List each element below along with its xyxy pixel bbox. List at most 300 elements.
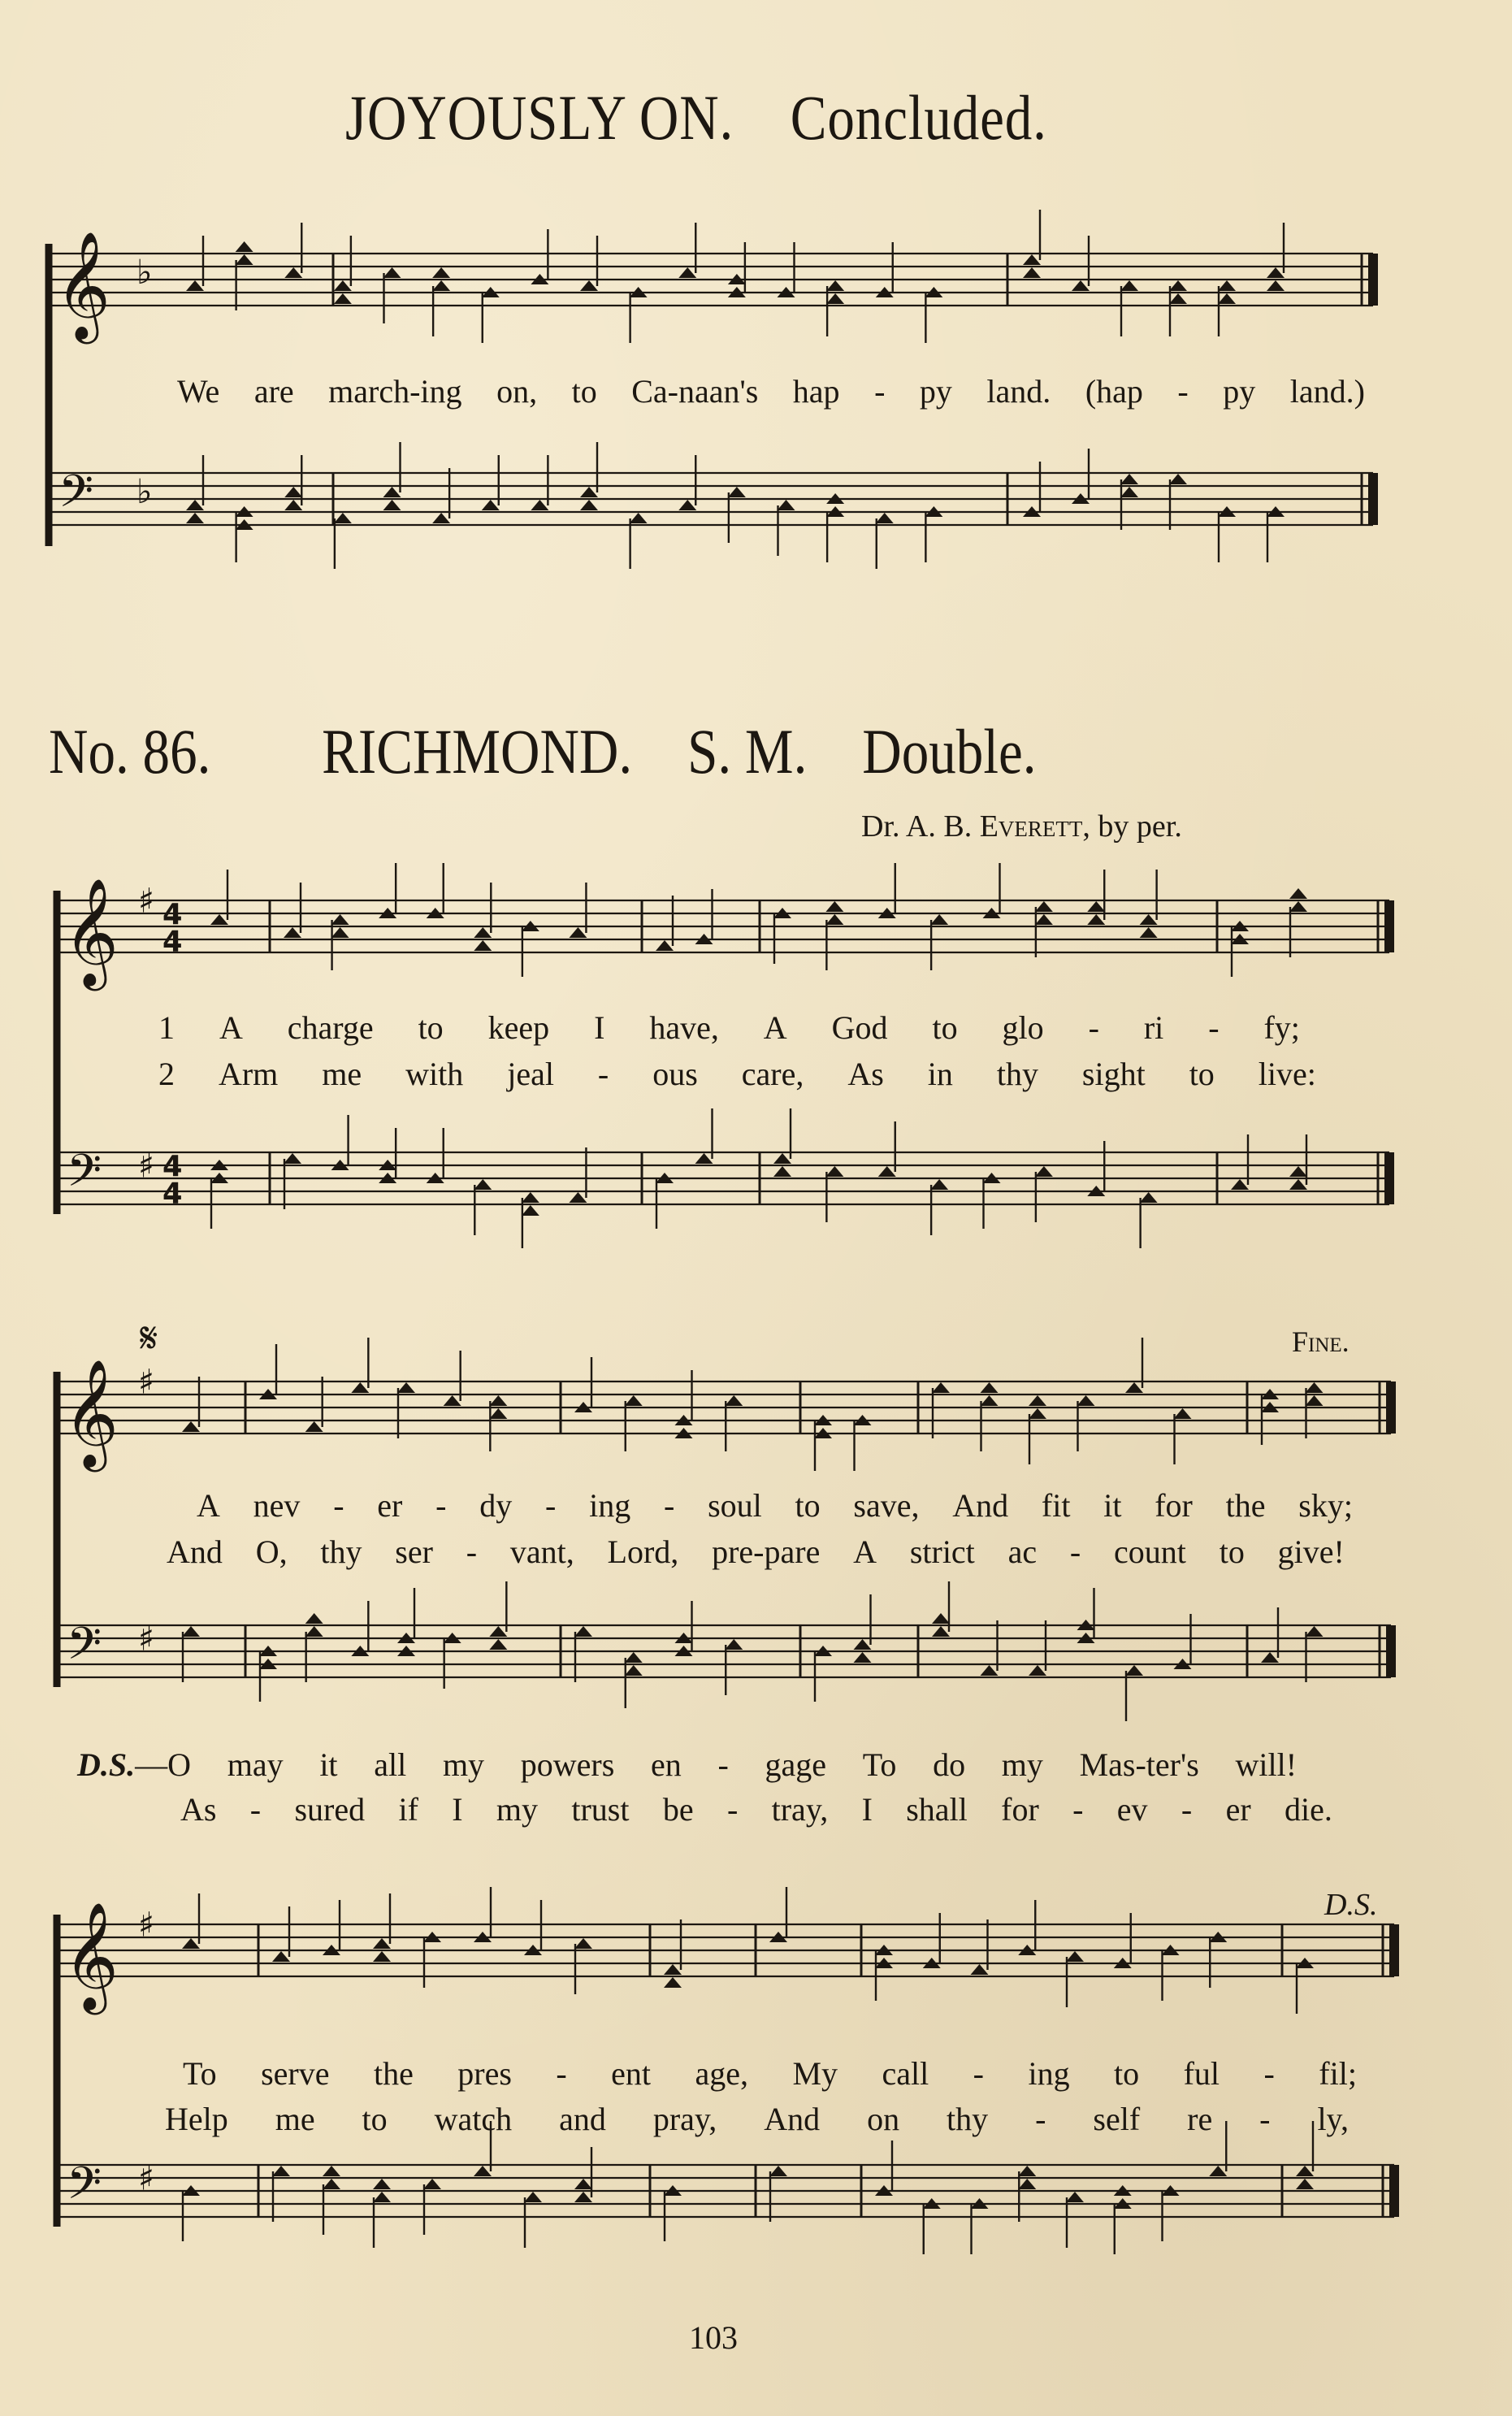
shape-note-head	[1029, 1408, 1046, 1419]
lyric-syllable: To	[862, 1746, 897, 1783]
shape-note-head	[825, 1166, 843, 1177]
shape-note-head	[930, 914, 948, 925]
lyric-syllable: to	[1189, 1056, 1215, 1092]
sharp-key-icon: ♯	[138, 1904, 155, 1945]
lyric-syllable: to	[1219, 1533, 1245, 1570]
lyric-syllable: ent	[611, 2055, 652, 2092]
sharp-key-icon: ♯	[138, 880, 155, 921]
shape-note-head	[373, 2192, 391, 2202]
lyric-syllable: call	[882, 2055, 929, 2092]
treble-clef-icon: 𝄞	[63, 1902, 119, 2010]
shape-note-head	[1140, 1192, 1158, 1203]
shape-note-head	[1169, 293, 1187, 304]
lyric-syllable: A	[853, 1533, 877, 1570]
lyric-syllable: ing	[589, 1487, 631, 1524]
shape-note-head	[1231, 1179, 1249, 1190]
lyric-syllable: do	[933, 1746, 966, 1783]
bass-clef-icon: 𝄢	[67, 1617, 102, 1681]
shape-note-head	[444, 1395, 461, 1406]
lyric-syllable: (hap	[1085, 373, 1143, 410]
sharp-key-icon: ♯	[138, 2158, 155, 2198]
lyric-syllable: powers	[520, 1746, 615, 1783]
shape-note-head	[574, 2179, 592, 2189]
lyric-syllable: gage	[765, 1746, 827, 1783]
shape-note-head	[878, 1166, 896, 1177]
shape-note-head	[664, 1977, 682, 1988]
lyric-syllable: to	[418, 1009, 444, 1046]
shape-note-head	[323, 2166, 340, 2176]
shape-note-head	[854, 1652, 872, 1663]
sharp-key-icon: ♯	[138, 1618, 155, 1659]
lyric-syllable: Mas-ter's	[1079, 1746, 1199, 1783]
shape-note-head	[981, 1665, 999, 1676]
lyric-syllable: ful	[1183, 2055, 1220, 2092]
lyric-syllable: me	[322, 1056, 362, 1092]
lyric-syllable: soul	[708, 1487, 762, 1524]
lyric-syllable: To	[183, 2055, 217, 2092]
lyric-syllable: -	[333, 1487, 344, 1524]
shape-note-head	[695, 1153, 713, 1164]
lyric-syllable: py	[919, 373, 952, 410]
shape-note-head	[1289, 901, 1307, 912]
shape-note-head	[1306, 1382, 1324, 1393]
lyric-syllable: and	[559, 2101, 606, 2137]
shape-note-head	[182, 1421, 200, 1432]
lyric-syllable: A	[219, 1009, 243, 1046]
shape-note-head	[625, 1395, 643, 1406]
lyric-syllable: -	[973, 2055, 984, 2092]
shape-note-head	[334, 280, 352, 291]
lyric-syllable: may	[227, 1746, 284, 1783]
lyric-syllable: fil;	[1319, 2055, 1357, 2092]
lyric-syllable: with	[405, 1056, 464, 1092]
shape-note-head	[678, 500, 696, 510]
lyric-syllable: sky;	[1298, 1487, 1353, 1524]
shape-note-head	[305, 1626, 323, 1637]
lyric-syllable: dy	[479, 1487, 513, 1524]
lyrics-s3-v1	[183, 2055, 1357, 2092]
shape-note-head	[272, 1951, 290, 1962]
lyric-syllable: Lord,	[607, 1533, 679, 1570]
shape-note-head	[186, 500, 204, 510]
lyric-syllable: glo	[1002, 1009, 1044, 1046]
lyrics-s2-v1	[197, 1487, 1353, 1524]
shape-note-head	[630, 513, 648, 523]
lyric-syllable: O,	[255, 1533, 288, 1570]
lyric-syllable: age,	[695, 2055, 748, 2092]
shape-note-head	[825, 914, 843, 925]
shape-note-head	[323, 2179, 340, 2189]
shape-note-head	[489, 1626, 507, 1637]
lyric-syllable: in	[927, 1056, 953, 1092]
lyric-syllable: I	[452, 1791, 463, 1828]
lyric-syllable: serve	[261, 2055, 330, 2092]
lyric-syllable: -	[1088, 1009, 1099, 1046]
lyric-syllable: A	[197, 1487, 220, 1524]
shape-note-head	[474, 940, 492, 951]
ds-row-1	[135, 1746, 1298, 1783]
shape-note-head	[210, 914, 228, 925]
lyric-syllable: re	[1187, 2101, 1213, 2137]
lyric-syllable: Arm	[218, 1056, 279, 1092]
shape-note-head	[1261, 1652, 1279, 1663]
shape-note-head	[1267, 267, 1285, 278]
composer-name: Everett	[979, 809, 1083, 844]
lyric-syllable: care,	[741, 1056, 804, 1092]
lyric-syllable: vant,	[509, 1533, 574, 1570]
shape-note-head	[351, 1382, 369, 1393]
shape-note-head	[569, 927, 587, 938]
lyric-syllable: on,	[496, 373, 538, 410]
lyric-syllable: sight	[1081, 1056, 1146, 1092]
lyric-syllable: watch	[434, 2101, 513, 2137]
ds-label: D.S.	[77, 1746, 136, 1783]
lyric-syllable: land.	[986, 373, 1051, 410]
bass-clef-icon: 𝄢	[58, 465, 94, 528]
shape-note-head	[1289, 888, 1307, 899]
shape-note-head	[284, 500, 302, 510]
shape-note-head	[331, 914, 349, 925]
lyric-syllable: pres	[457, 2055, 512, 2092]
shape-note-head	[284, 487, 302, 497]
shape-note-head	[474, 927, 492, 938]
lyric-syllable: -	[874, 373, 886, 410]
shape-note-head	[1072, 280, 1090, 291]
shape-note-head	[482, 500, 500, 510]
lyric-syllable: God	[831, 1009, 888, 1046]
shape-note-head	[1296, 2166, 1314, 2176]
lyric-syllable: er	[1225, 1791, 1251, 1828]
shape-note-head	[664, 1964, 682, 1975]
lyric-syllable: live:	[1258, 1056, 1316, 1092]
lyric-syllable: self	[1093, 2101, 1141, 2137]
shape-note-head	[574, 1938, 592, 1949]
shape-note-head	[569, 1192, 587, 1203]
shape-note-head	[305, 1613, 323, 1624]
lyric-syllable: are	[253, 373, 294, 410]
shape-note-head	[728, 487, 746, 497]
shape-note-head	[1296, 2179, 1314, 2189]
segno-sign: 𝄋	[140, 1316, 158, 1362]
lyric-syllable: -	[663, 1487, 675, 1524]
shape-note-head	[981, 1395, 999, 1406]
shape-note-head	[186, 280, 204, 291]
shape-note-head	[932, 1382, 950, 1393]
shape-note-head	[284, 1153, 301, 1164]
lyric-syllable: thy	[996, 1056, 1038, 1092]
shape-note-head	[1174, 1408, 1192, 1419]
lyric-syllable: -	[1069, 1533, 1081, 1570]
shape-note-head	[1140, 914, 1158, 925]
shape-note-head	[778, 500, 795, 510]
title-joyously-on: JOYOUSLY ON.	[345, 82, 734, 153]
sharp-key-icon: ♯	[138, 1361, 155, 1402]
lyric-syllable: 2	[158, 1056, 175, 1092]
lyric-syllable: jeal	[507, 1056, 554, 1092]
flat-key-icon: ♭	[136, 251, 153, 292]
bass-clef-icon: 𝄢	[67, 2157, 102, 2220]
shape-note-head	[284, 927, 301, 938]
lyric-syllable: ri	[1143, 1009, 1164, 1046]
lyric-syllable: for	[1155, 1487, 1193, 1524]
shape-note-head	[284, 267, 302, 278]
lyric-syllable: the	[1225, 1487, 1266, 1524]
shape-note-head	[1169, 280, 1187, 291]
lyric-syllable: fy;	[1263, 1009, 1300, 1046]
lyric-syllable: trust	[571, 1791, 630, 1828]
shape-note-head	[272, 2166, 290, 2176]
shape-note-head	[1120, 474, 1138, 484]
lyric-syllable: me	[275, 2101, 315, 2137]
lyric-syllable: -	[1177, 373, 1189, 410]
lyric-syllable: thy	[947, 2101, 989, 2137]
time-signature-digit: 4	[162, 897, 183, 931]
time-signature-digit: 4	[162, 925, 183, 959]
shape-note-head	[876, 513, 894, 523]
lyric-syllable: -	[597, 1056, 609, 1092]
lyric-syllable: to	[571, 373, 597, 410]
shape-note-head	[474, 2166, 492, 2176]
lyric-syllable: ly,	[1317, 2101, 1349, 2137]
shape-note-head	[1018, 2166, 1036, 2176]
title-concluded: Concluded.	[790, 82, 1047, 153]
shape-note-head	[1289, 1166, 1307, 1177]
shape-note-head	[432, 513, 450, 523]
shape-note-head	[1120, 280, 1138, 291]
lyric-syllable: As	[180, 1791, 217, 1828]
shape-note-head	[656, 940, 674, 951]
shape-note-head	[971, 1964, 989, 1975]
lyric-syllable: hap	[792, 373, 840, 410]
lyric-syllable: A	[763, 1009, 787, 1046]
shape-note-head	[932, 1626, 950, 1637]
shape-note-head	[1029, 1665, 1046, 1676]
lyric-syllable: the	[373, 2055, 414, 2092]
fine-mark: Fine.	[1292, 1325, 1350, 1358]
lyric-syllable: -	[249, 1791, 262, 1828]
shape-note-head	[769, 2166, 787, 2176]
hymn-number: No. 86.	[49, 716, 211, 787]
shape-note-head	[1169, 474, 1187, 484]
shape-note-head	[1120, 487, 1138, 497]
lyric-syllable: -	[1259, 2101, 1271, 2137]
lyric-syllable: tray,	[771, 1791, 829, 1828]
lyric-syllable: nev	[253, 1487, 301, 1524]
shape-note-head	[1289, 1179, 1307, 1190]
ds-mark: D.S.	[1324, 1888, 1378, 1922]
shape-note-head	[1029, 1395, 1046, 1406]
shape-note-head	[1218, 280, 1236, 291]
lyric-syllable: to	[362, 2101, 388, 2137]
lyric-syllable: And	[952, 1487, 1009, 1524]
lyric-syllable: -	[717, 1746, 729, 1783]
lyrics-s1-v2	[158, 1058, 1316, 1091]
lyric-syllable: strict	[909, 1533, 975, 1570]
lyric-syllable: my	[1001, 1746, 1043, 1783]
shape-note-head	[334, 513, 352, 523]
lyric-syllable: all	[374, 1746, 407, 1783]
shape-note-head	[432, 267, 450, 278]
lyric-syllable: fit	[1041, 1487, 1071, 1524]
shape-note-head	[1018, 2179, 1036, 2189]
lyric-syllable: land.)	[1289, 373, 1365, 410]
shape-note-head	[678, 267, 696, 278]
lyric-syllable: Ca-naan's	[631, 373, 759, 410]
shape-note-head	[1125, 1665, 1143, 1676]
hymn-title: RICHMOND.	[322, 716, 633, 787]
shape-note-head	[383, 487, 401, 497]
lyrics-joyously	[177, 375, 1365, 408]
lyric-syllable: pray,	[652, 2101, 717, 2137]
shape-note-head	[1023, 254, 1041, 265]
time-signature-digit: 4	[162, 1149, 183, 1183]
shape-note-head	[1066, 1951, 1084, 1962]
shape-note-head	[1267, 280, 1285, 291]
lyric-syllable: my	[496, 1791, 539, 1828]
lyric-syllable: And	[167, 1533, 223, 1570]
lyric-syllable: ev	[1116, 1791, 1148, 1828]
shape-note-head	[930, 1179, 948, 1190]
shape-note-head	[625, 1652, 643, 1663]
shape-note-head	[1306, 1626, 1324, 1637]
lyric-syllable: pre-pare	[712, 1533, 821, 1570]
lyrics-s2-v2	[167, 1533, 1345, 1570]
lyric-syllable: -	[1035, 2101, 1046, 2137]
shape-note-head	[981, 1382, 999, 1393]
shape-note-head	[397, 1382, 415, 1393]
shape-note-head	[574, 1626, 592, 1637]
lyric-syllable: it	[1103, 1487, 1122, 1524]
lyric-syllable: -	[435, 1487, 447, 1524]
lyric-syllable: -	[556, 2055, 567, 2092]
lyric-syllable: en	[651, 1746, 682, 1783]
lyric-syllable: shall	[906, 1791, 968, 1828]
lyric-syllable: 1	[158, 1009, 175, 1046]
shape-note-head	[932, 1613, 950, 1624]
shape-note-head	[423, 2179, 441, 2189]
lyric-syllable: -	[466, 1533, 478, 1570]
lyric-syllable: And	[764, 2101, 821, 2137]
shape-note-head	[182, 1938, 200, 1949]
shape-note-head	[331, 927, 349, 938]
lyrics-ds-v1	[77, 1746, 1353, 1783]
shape-note-head	[236, 241, 253, 252]
lyric-syllable: save,	[853, 1487, 920, 1524]
lyric-syllable: -	[726, 1791, 739, 1828]
shape-note-head	[1125, 1382, 1143, 1393]
shape-note-head	[186, 513, 204, 523]
lyric-syllable: -	[1208, 1009, 1220, 1046]
lyric-syllable: ous	[652, 1056, 698, 1092]
lyric-syllable: er	[377, 1487, 403, 1524]
lyric-syllable: on	[867, 2101, 900, 2137]
shape-note-head	[182, 1626, 200, 1637]
shape-note-head	[531, 500, 548, 510]
shape-note-head	[524, 2192, 542, 2202]
hymn-meter: S. M.	[687, 716, 808, 787]
shape-note-head	[580, 280, 598, 291]
shape-note-head	[725, 1639, 743, 1650]
lyric-syllable: march-ing	[328, 373, 462, 410]
shape-note-head	[432, 280, 450, 291]
shape-note-head	[625, 1665, 643, 1676]
shape-note-head	[522, 1205, 539, 1216]
treble-clef-icon: 𝄞	[63, 878, 119, 987]
lyric-syllable: sured	[294, 1791, 366, 1828]
shape-note-head	[1306, 1395, 1324, 1406]
lyric-syllable: -	[1263, 2055, 1275, 2092]
lyrics-s3-v2	[165, 2103, 1349, 2136]
lyrics-s1-v1	[158, 1009, 1300, 1046]
shape-note-head	[580, 500, 598, 510]
shape-note-head	[1087, 901, 1105, 912]
shape-note-head	[773, 1153, 791, 1164]
lyric-syllable: As	[847, 1056, 884, 1092]
lyric-syllable: to	[932, 1009, 958, 1046]
lyric-syllable: charge	[287, 1009, 374, 1046]
lyric-syllable: be	[662, 1791, 694, 1828]
shape-note-head	[489, 1408, 507, 1419]
lyric-syllable: -	[1072, 1791, 1084, 1828]
lyric-syllable: it	[319, 1746, 338, 1783]
shape-note-head	[1035, 914, 1053, 925]
lyric-syllable: ser	[395, 1533, 433, 1570]
shape-note-head	[383, 267, 401, 278]
shape-note-head	[489, 1639, 507, 1650]
shape-note-head	[854, 1639, 872, 1650]
lyrics-ds-v2	[180, 1791, 1332, 1828]
flat-key-icon: ♭	[136, 471, 153, 511]
shape-note-head	[580, 487, 598, 497]
lyric-syllable: —O	[135, 1746, 192, 1783]
bass-clef-icon: 𝄢	[67, 1144, 102, 1208]
lyric-syllable: I	[861, 1791, 873, 1828]
lyric-syllable: to	[1114, 2055, 1140, 2092]
composer-credit: Dr. A. B. Everett, by per.	[861, 809, 1182, 844]
shape-note-head	[474, 1179, 492, 1190]
lyric-syllable: for	[1001, 1791, 1039, 1828]
treble-clef-icon: 𝄞	[63, 1359, 119, 1468]
shape-note-head	[1209, 2166, 1227, 2176]
lyric-syllable: die.	[1284, 1791, 1332, 1828]
shape-note-head	[825, 901, 843, 912]
lyric-syllable: have,	[649, 1009, 719, 1046]
lyric-syllable: py	[1223, 373, 1256, 410]
shape-note-head	[236, 254, 253, 265]
lyric-syllable: count	[1114, 1533, 1186, 1570]
lyric-syllable: will!	[1235, 1746, 1298, 1783]
shape-note-head	[1087, 914, 1105, 925]
shape-note-head	[1066, 2192, 1084, 2202]
shape-note-head	[1023, 267, 1041, 278]
shape-note-head	[373, 2179, 391, 2189]
lyric-syllable: keep	[487, 1009, 550, 1046]
lyric-syllable: ing	[1028, 2055, 1070, 2092]
lyric-syllable: My	[792, 2055, 838, 2092]
lyric-syllable: -	[1181, 1791, 1193, 1828]
shape-note-head	[305, 1421, 323, 1432]
shape-note-head	[373, 1951, 391, 1962]
sharp-key-icon: ♯	[138, 1145, 155, 1186]
shape-note-head	[826, 280, 844, 291]
lyric-syllable: I	[594, 1009, 605, 1046]
shape-note-head	[574, 2192, 592, 2202]
lyric-syllable: ac	[1007, 1533, 1038, 1570]
shape-note-head	[522, 1192, 539, 1203]
lyric-syllable: thy	[320, 1533, 362, 1570]
shape-note-head	[1035, 901, 1053, 912]
shape-note-head	[1218, 293, 1236, 304]
